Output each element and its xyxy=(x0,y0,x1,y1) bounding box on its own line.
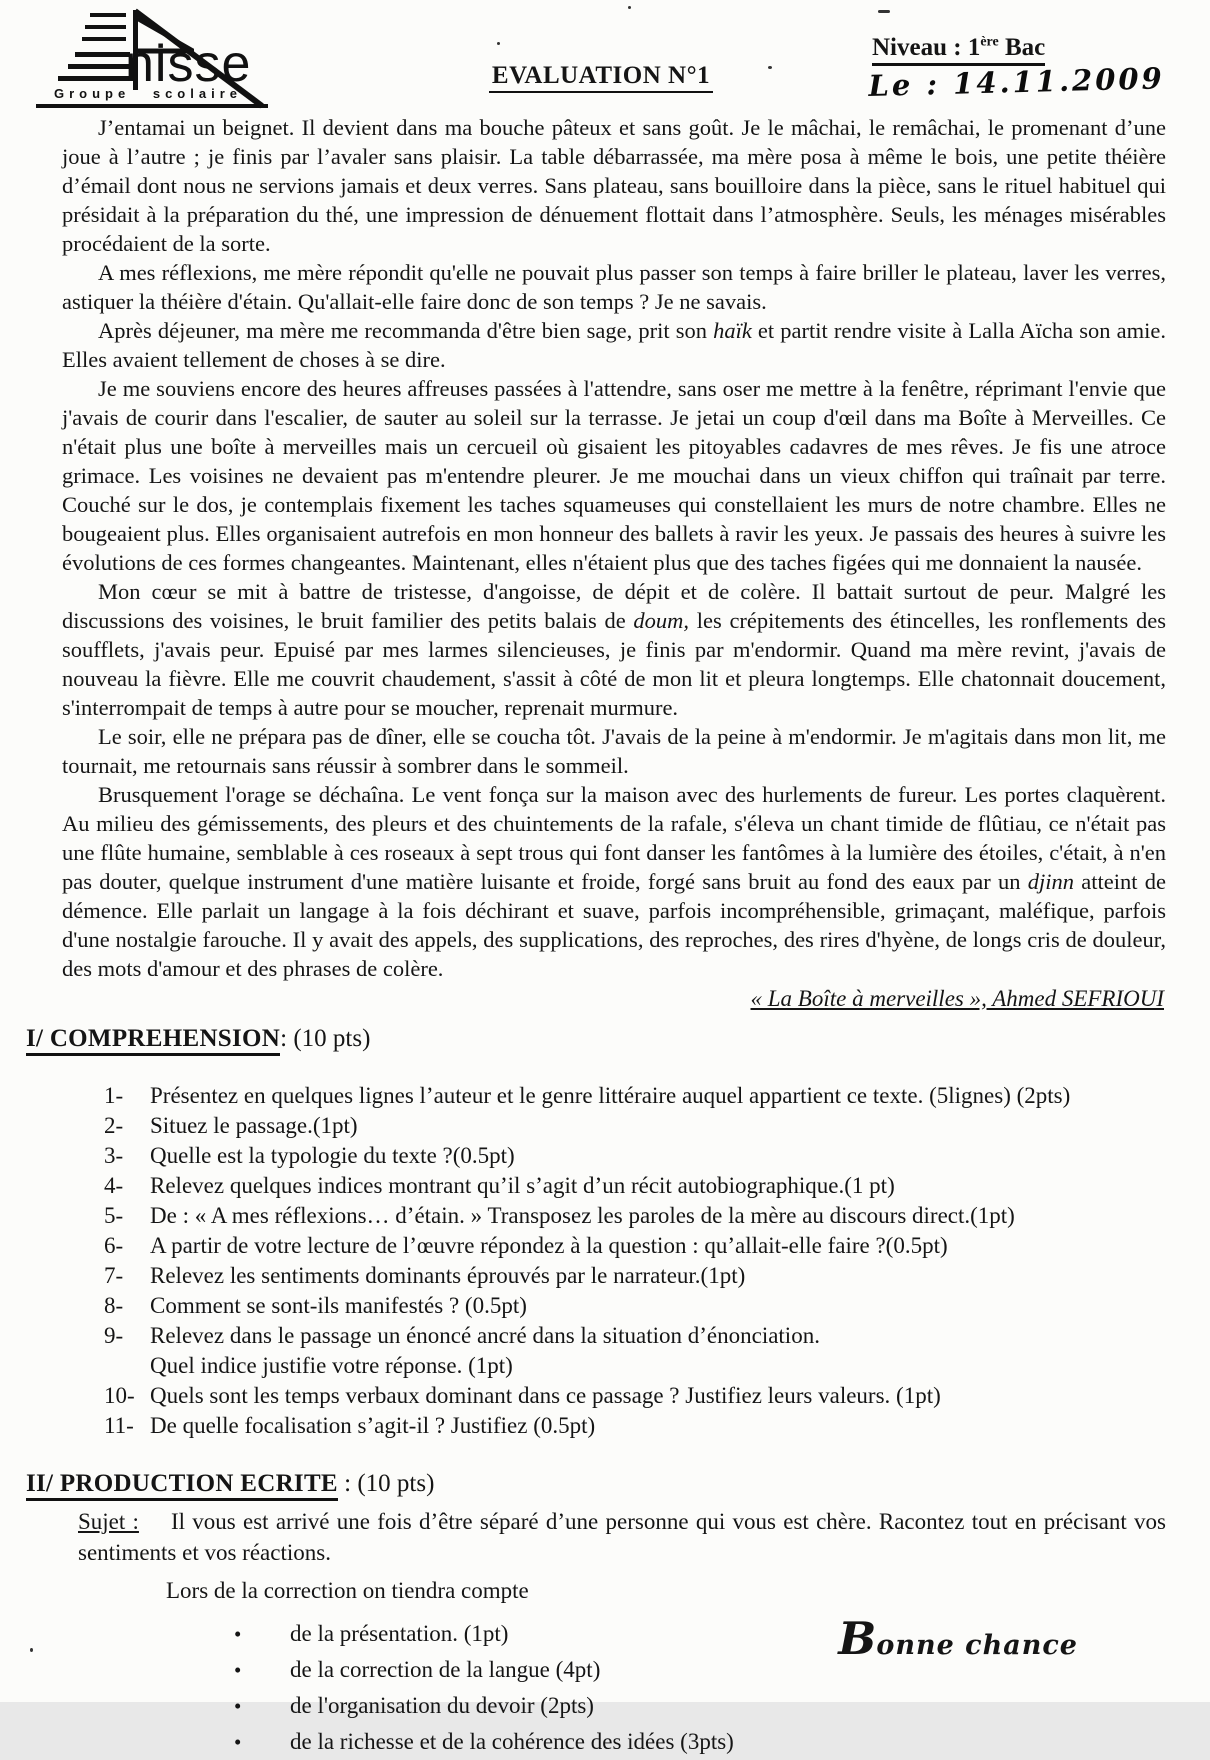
logo-name: nisse xyxy=(125,35,252,93)
question-number: 6- xyxy=(104,1233,124,1258)
criteria-text: de la richesse et de la cohérence des idées (3pts) xyxy=(290,1729,734,1754)
passage-paragraph xyxy=(62,113,1166,258)
question-text: Comment se sont-ils manifestés ? (0.5pt) xyxy=(150,1293,527,1318)
comprehension-heading-title: I/ COMPREHENSION xyxy=(26,1025,280,1056)
production-section xyxy=(0,1441,1210,1760)
criteria-intro: Lors de la correction on tiendra compte xyxy=(166,1578,529,1603)
question-text xyxy=(150,1321,1166,1381)
paragraph-text: et partit rendre visite à Lalla Aïcha son amie. Elles avaient tellement de choses à se dire. xyxy=(62,318,1166,372)
criteria-text: de l'organisation du devoir (2pts) xyxy=(290,1693,594,1718)
level-prefix: Niveau : 1 xyxy=(872,34,981,61)
comprehension-heading xyxy=(26,1022,1166,1055)
paragraph-text: J’entamai un beignet. Il devient dans ma bouche pâteux et sans goût. Je le mâchai, le remâchai, le promenant d’une joue à l’autre ; je finis par l’avaler sans plaisir. La table débarrassée, ma mère posa à même le bois, une petite théière d’émail dont nous ne servions jamais et deux verres. Sans plateau, sans bouilloire dans la pièce, sans le rituel habituel qui présidait à la préparation du thé, une impression de dénuement flottait dans l’atmosphère. Seuls, les ménages misérables procédaient de la sorte. xyxy=(62,115,1166,256)
paragraph-text: A mes réflexions, me mère répondit qu'elle ne pouvait plus passer son temps à faire briller le plateau, laver les verres, astiquer la théière d'étain. Qu'allait-elle faire donc de son temps ? Je ne savais. xyxy=(62,260,1166,314)
good-luck-message xyxy=(838,1612,1078,1665)
level-superscript: ère xyxy=(980,34,999,50)
bullet-icon: • xyxy=(234,1622,242,1646)
criteria-item xyxy=(234,1724,1166,1760)
bullet-icon: • xyxy=(234,1658,242,1682)
level-suffix: Bac xyxy=(998,34,1046,61)
question-number: 9- xyxy=(104,1323,124,1348)
question-text-line1: Relevez dans le passage un énoncé ancré dans la situation d’énonciation. xyxy=(150,1323,820,1348)
scan-speck xyxy=(768,66,772,69)
paragraph-text: atteint de démence. Elle parlait un langage à la fois déchirant et suave, parfois incompréhensible, grimaçant, maléfique, parfois d'une nostalgie farouche. Il y avait des appels, des supplications, des reproches, des rires d'hyène, de longs cris de douleur, des mots d'amour et des phrases de colère. xyxy=(62,869,1166,981)
essay-subject xyxy=(26,1506,1166,1568)
question-text: Présentez en quelques lignes l’auteur et le genre littéraire auquel appartient ce texte. (5lignes) (2pts) xyxy=(150,1083,1071,1108)
question-item xyxy=(104,1411,1166,1441)
question-number: 5- xyxy=(104,1203,124,1228)
passage-paragraph xyxy=(62,374,1166,577)
production-heading-title: II/ PRODUCTION ECRITE xyxy=(26,1470,338,1501)
question-number: 8- xyxy=(104,1293,124,1318)
question-text: A partir de votre lecture de l’œuvre répondez à la question : qu’allait-elle faire ?(0.5pt) xyxy=(150,1233,948,1258)
comprehension-heading-points: : (10 pts) xyxy=(280,1025,371,1052)
question-item xyxy=(104,1201,1166,1231)
paragraph-text: Après déjeuner, ma mère me recommanda d'être bien sage, prit son xyxy=(98,318,714,343)
question-item xyxy=(104,1141,1166,1171)
question-item xyxy=(104,1081,1166,1111)
question-number: 7- xyxy=(104,1263,124,1288)
header-center xyxy=(330,6,872,93)
comprehension-section xyxy=(0,1014,1210,1441)
production-heading xyxy=(26,1467,1166,1500)
paragraph-text: Le soir, elle ne prépara pas de dîner, elle se coucha tôt. J'avais de la peine à m'endormir. Je m'agitais dans mon lit, me tournait, me retournais sans réussir à sombrer dans le sommeil. xyxy=(62,724,1166,778)
question-text: Quelle est la typologie du texte ?(0.5pt) xyxy=(150,1143,515,1168)
question-item xyxy=(104,1291,1166,1321)
logo-underline xyxy=(36,104,268,108)
question-item xyxy=(104,1231,1166,1261)
bullet-icon: • xyxy=(234,1730,242,1754)
question-number: 1- xyxy=(104,1083,124,1108)
paragraph-text: Mon cœur se mit à battre de tristesse, d'angoisse, de dépit et de colère. Il battait surtout de peur. Malgré les discussions des voisines, le bruit familier des petits balais de xyxy=(62,579,1166,633)
question-number: 10- xyxy=(104,1383,135,1408)
question-text: De : « A mes réflexions… d’étain. » Transposez les paroles de la mère au discours direct.(1pt) xyxy=(150,1203,1015,1228)
production-heading-points: : (10 pts) xyxy=(337,1470,435,1497)
question-text: Relevez les sentiments dominants éprouvés par le narrateur.(1pt) xyxy=(150,1263,746,1288)
question-list xyxy=(26,1081,1166,1441)
reading-passage xyxy=(0,104,1210,1014)
good-luck-rest: onne chance xyxy=(876,1630,1078,1661)
question-number: 3- xyxy=(104,1143,124,1168)
scan-speck xyxy=(497,42,500,45)
passage-paragraph xyxy=(62,316,1166,374)
italic-term: haïk xyxy=(713,318,752,343)
subject-text: Il vous est arrivé une fois d’être séparé d’une personne qui vous est chère. Racontez tout en précisant vos sentiments et vos réactions. xyxy=(78,1509,1166,1565)
passage-paragraph xyxy=(62,722,1166,780)
question-item xyxy=(104,1111,1166,1141)
paragraph-text: Brusquement l'orage se déchaîna. Le vent fonça sur la maison avec des hurlements de fureur. Les portes claquèrent. Au milieu des gémissements, des pleurs et des chuintements de la rafale, s'éleva un chant timide de flûtiau, ce n'était pas une flûte humaine, semblable à ces roseaux à sept trous qui font danser les fantômes à la lumière des étoiles, c'était, à n'en pas douter, quelque instrument d'une matière luisante et froide, forgé sans bruit au fond des eaux par un xyxy=(62,782,1166,894)
question-text: Quels sont les temps verbaux dominant dans ce passage ? Justifiez leurs valeurs. (1pt) xyxy=(150,1383,941,1408)
question-item xyxy=(104,1381,1166,1411)
question-item xyxy=(104,1321,1166,1381)
question-number: 2- xyxy=(104,1113,124,1138)
school-logo xyxy=(30,6,330,108)
source-attribution xyxy=(62,984,1166,1014)
question-item xyxy=(104,1171,1166,1201)
paragraph-text: les crépitements des étincelles, les ronflements des soufflets, j'avais peur. Epuisé par mes larmes silencieuses, je finis par m'endormir. Quand ma mère revint, j'avais de nouveau la fièvre. Elle me couvrit chaudement, s'assit à côté de mon lit et pleura longtemps. Elle chatonnait doucement, s'interrompait de temps à autre pour se moucher, reprenait murmure. xyxy=(62,608,1166,720)
good-luck-initial: B xyxy=(838,1612,877,1665)
question-text: Relevez quelques indices montrant qu’il s’agit d’un récit autobiographique.(1 pt) xyxy=(150,1173,895,1198)
scan-speck xyxy=(878,10,890,13)
question-text: De quelle focalisation s’agit-il ? Justifiez (0.5pt) xyxy=(150,1413,596,1438)
scan-speck xyxy=(628,6,631,9)
passage-paragraph xyxy=(62,258,1166,316)
evaluation-title: EVALUATION N°1 xyxy=(489,62,713,93)
paragraph-text: Je me souviens encore des heures affreuses passées à l'attendre, sans oser me mettre à la fenêtre, réprimant l'envie que j'avais de courir dans l'escalier, de sauter au soleil sur la terrasse. Je jetai un coup d'œil dans ma Boîte à Merveilles. Ce n'était plus une boîte à merveilles mais un cercueil où gisaient les pitoyables cadavres de mes rêves. Je fis une atroce grimace. Les voisines ne devaient pas m'entendre pleurer. Je me mouchai dans un vieux chiffon qui traînait par terre. Couché sur le dos, je contemplais fixement les taches squameuses qui constellaient les murs de notre chambre. Elles ne bougeaient plus. Elles organisaient autrefois en mon honneur des ballets à ravir les yeux. Je passais des heures à suivre les évolutions de ces formes changeantes. Maintenant, elles n'étaient plus que des taches figées qui me donnaient la nausée. xyxy=(62,376,1166,575)
passage-paragraph xyxy=(62,780,1166,983)
page-header xyxy=(0,0,1210,104)
attribution-text: « La Boîte à merveilles », Ahmed SEFRIOUI xyxy=(750,986,1164,1011)
handwritten-date: Le : 14.11.2009 xyxy=(868,61,1166,103)
logo-subtitle: Groupe scolaire xyxy=(54,86,242,101)
criteria-text: de la présentation. (1pt) xyxy=(290,1621,509,1646)
header-right xyxy=(868,6,1172,103)
italic-term: djinn xyxy=(1027,869,1074,894)
question-number: 4- xyxy=(104,1173,124,1198)
criteria-text: de la correction de la langue (4pt) xyxy=(290,1657,601,1682)
question-text-line2: Quel indice justifie votre réponse. (1pt) xyxy=(150,1353,513,1378)
criteria-item xyxy=(234,1688,1166,1724)
subject-label: Sujet : xyxy=(78,1509,139,1534)
bullet-icon: • xyxy=(234,1694,242,1718)
scan-speck xyxy=(30,1648,33,1652)
passage-paragraph xyxy=(62,577,1166,722)
italic-term: doum, xyxy=(633,608,690,633)
question-text: Situez le passage.(1pt) xyxy=(150,1113,358,1138)
level-label xyxy=(872,34,1045,66)
question-number: 11- xyxy=(104,1413,134,1438)
question-item xyxy=(104,1261,1166,1291)
